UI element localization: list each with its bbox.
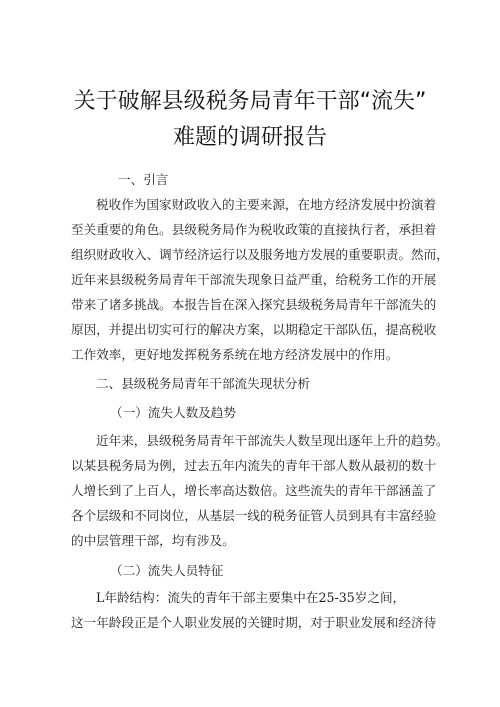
subsection-heading-loss-characteristics: （二）流失人员特征 [110,563,224,578]
report-title-line-2: 难题的调研报告 [172,125,327,150]
paragraph-line: 这一年龄段正是个人职业发展的关键时期，对于职业发展和经济待 [71,615,437,630]
paragraph-line: 原因，并提出切实可行的解决方案，以期稳定干部队伍，提高税收 [71,322,437,337]
paragraph-line: 带来了诸多挑战。本报告旨在深入探究县级税务局青年干部流失的 [71,297,437,312]
section-heading-introduction: 一、引言 [118,172,169,187]
paragraph-line: 近年来县级税务局青年干部流失现象日益严重，给税务工作的开展 [71,272,437,287]
paragraph-line: 税收作为国家财政收入的主要来源，在地方经济发展中扮演着 [96,197,437,212]
paragraph-line: 组织财政收入、调节经济运行以及服务地方发展的重要职责。然而， [71,247,449,262]
paragraph-line: 至关重要的角色。县级税务局作为税收政策的直接执行者，承担着 [71,222,437,237]
paragraph-line: L年龄结构：流失的青年干部主要集中在25-35岁之间， [96,590,406,605]
paragraph-line: 各个层级和不同岗位，从基层一线的税务征管人员到具有丰富经验 [71,508,437,523]
section-heading-status-analysis: 二、县级税务局青年干部流失现状分析 [96,376,311,391]
paragraph-line: 近年来，县级税务局青年干部流失人数呈现出逐年上升的趋势。 [96,433,449,448]
report-title-line-1: 关于破解县级税务局青年干部“流失” [73,89,427,114]
subsection-heading-loss-trend: （一）流失人数及趋势 [110,405,236,420]
paragraph-line: 工作效率，更好地发挥税务系统在地方经济发展中的作用。 [71,347,399,362]
paragraph-line: 以某县税务局为例，过去五年内流失的青年干部人数从最初的数十 [71,458,437,473]
paragraph-line: 人增长到了上百人，增长率高达数倍。这些流失的青年干部涵盖了 [71,483,437,498]
paragraph-line: 的中层管理干部，均有涉及。 [71,533,235,548]
